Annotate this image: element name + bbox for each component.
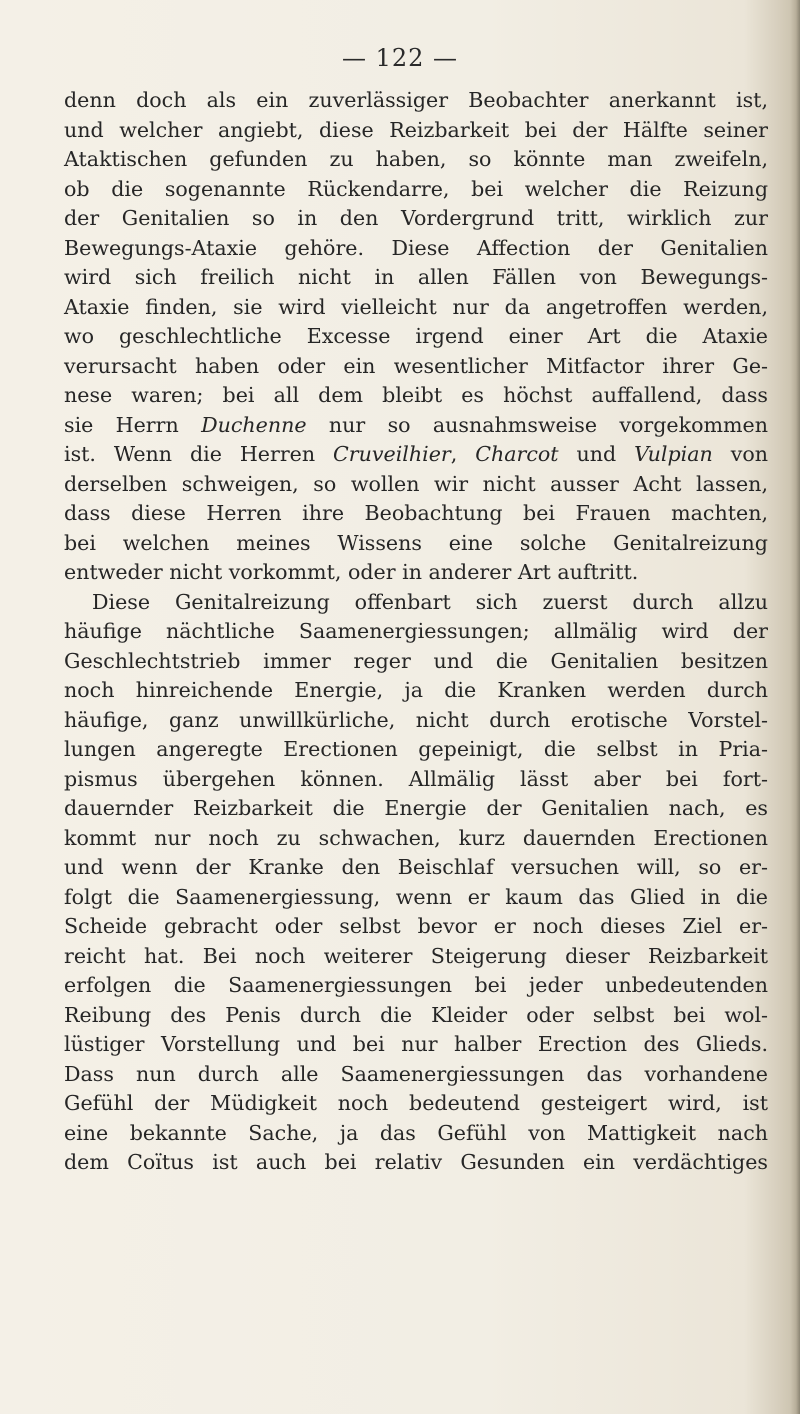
text-line bbox=[64, 499, 768, 529]
text-segment: ob die sogenannte Rückendarre, bei welcher die Reizung bbox=[64, 176, 768, 201]
text-line bbox=[64, 529, 768, 559]
text-line bbox=[64, 352, 768, 382]
text-segment: dauernder Reizbarkeit die Energie der Genitalien nach, es bbox=[64, 796, 768, 820]
text-line bbox=[64, 676, 768, 706]
text-segment: von bbox=[712, 442, 769, 466]
text-line bbox=[64, 293, 768, 323]
text-segment: erfolgen die Saamenergiessungen bei jeder unbedeutenden bbox=[64, 973, 768, 997]
text-line bbox=[64, 1030, 768, 1060]
text-segment: Ataxie finden, sie wird vielleicht nur da angetroffen werden, bbox=[64, 294, 768, 319]
text-segment: und wenn der Kranke den Beischlaf versuchen will, so er- bbox=[64, 855, 768, 879]
text-segment: wird sich freilich nicht in allen Fällen von Bewegungs- bbox=[64, 265, 768, 289]
text-line bbox=[64, 1148, 768, 1178]
text-segment: Dass nun durch alle Saamenergiessungen das vorhandene bbox=[64, 1061, 768, 1086]
text-segment: ist. Wenn die Herren bbox=[64, 442, 334, 466]
text-segment: Diese Genitalreizung offenbart sich zuerst durch allzu bbox=[92, 589, 768, 614]
text-line bbox=[64, 1060, 768, 1090]
text-segment: lüstiger Vorstellung und bei nur halber Erection des Glieds. bbox=[64, 1032, 768, 1056]
text-line bbox=[64, 440, 768, 470]
text-segment: , bbox=[450, 442, 476, 466]
text-segment: Bewegungs-Ataxie gehöre. Diese Affection der Genitalien bbox=[64, 235, 768, 260]
text-line bbox=[64, 145, 768, 175]
text-line bbox=[64, 647, 768, 677]
text-line bbox=[64, 1001, 768, 1031]
text-line bbox=[64, 381, 768, 411]
text-line bbox=[64, 853, 768, 883]
text-line bbox=[64, 765, 768, 795]
text-line bbox=[64, 263, 768, 293]
text-segment: nese waren; bei all dem bleibt es höchst auffallend, dass bbox=[64, 383, 768, 407]
text-segment: kommt nur noch zu schwachen, kurz dauernden Erectionen bbox=[64, 825, 768, 850]
text-line bbox=[64, 204, 768, 234]
text-segment: Geschlechtstrieb immer reger und die Genitalien besitzen bbox=[64, 648, 768, 673]
text-line bbox=[64, 735, 768, 765]
text-segment: denn doch als ein zuverlässiger Beobachter anerkannt ist, bbox=[64, 88, 768, 112]
text-segment: noch hinreichende Energie, ja die Kranken werden durch bbox=[64, 678, 768, 702]
italic-name: Duchenne bbox=[201, 412, 307, 437]
text-segment: lungen angeregte Erectionen gepeinigt, die selbst in Pria- bbox=[64, 737, 768, 761]
text-line bbox=[64, 411, 768, 441]
text-segment: Scheide gebracht oder selbst bevor er noch dieses Ziel er- bbox=[64, 914, 768, 938]
text-line bbox=[64, 558, 768, 588]
text-line bbox=[64, 794, 768, 824]
text-segment: reicht hat. Bei noch weiterer Steigerung dieser Reizbarkeit bbox=[64, 943, 768, 968]
text-line bbox=[64, 1089, 768, 1119]
text-segment: derselben schweigen, so wollen wir nicht ausser Acht lassen, bbox=[64, 471, 768, 496]
text-segment: wo geschlechtliche Excesse irgend einer Art die Ataxie bbox=[64, 324, 768, 348]
italic-name: Cruveilhier bbox=[333, 442, 451, 466]
text-line bbox=[64, 1119, 768, 1149]
text-line bbox=[64, 942, 768, 972]
text-line bbox=[64, 824, 768, 854]
text-line bbox=[64, 175, 768, 205]
text-segment: und bbox=[558, 442, 635, 466]
text-line bbox=[64, 883, 768, 913]
text-segment: Ataktischen gefunden zu haben, so könnte man zweifeln, bbox=[64, 147, 768, 171]
text-line bbox=[64, 971, 768, 1001]
text-line bbox=[64, 617, 768, 647]
text-segment: pismus übergehen können. Allmälig lässt aber bei fort- bbox=[64, 766, 768, 791]
text-line bbox=[64, 86, 768, 116]
text-segment: nur so ausnahmsweise vorgekommen bbox=[306, 412, 768, 437]
text-segment: Gefühl der Müdigkeit noch bedeutend gesteigert wird, ist bbox=[64, 1091, 768, 1115]
text-segment: der Genitalien so in den Vordergrund tritt, wirklich zur bbox=[64, 206, 768, 230]
text-segment: und welcher angiebt, diese Reizbarkeit bei der Hälfte seiner bbox=[64, 117, 768, 142]
text-segment: bei welchen meines Wissens eine solche Genitalreizung bbox=[64, 530, 768, 555]
body-text bbox=[64, 86, 768, 1178]
text-segment: häufige, ganz unwillkürliche, nicht durch erotische Vorstel- bbox=[64, 707, 768, 732]
italic-name: Vulpian bbox=[634, 442, 713, 466]
text-segment: eine bekannte Sache, ja das Gefühl von Mattigkeit nach bbox=[64, 1120, 768, 1145]
text-segment: verursacht haben oder ein wesentlicher Mitfactor ihrer Ge- bbox=[64, 353, 768, 378]
text-segment: dass diese Herren ihre Beobachtung bei Frauen machten, bbox=[64, 501, 768, 525]
text-line bbox=[64, 470, 768, 500]
text-line bbox=[64, 912, 768, 942]
text-segment: entweder nicht vorkommt, oder in anderer Art auftritt. bbox=[64, 560, 639, 584]
text-line bbox=[64, 706, 768, 736]
text-segment: sie Herrn bbox=[64, 412, 202, 437]
text-line bbox=[64, 322, 768, 352]
italic-name: Charcot bbox=[475, 442, 559, 466]
text-segment: dem Coïtus ist auch bei relativ Gesunden ein verdächtiges bbox=[64, 1150, 768, 1174]
text-segment: folgt die Saamenergiessung, wenn er kaum das Glied in die bbox=[64, 884, 768, 909]
page-edge-shadow bbox=[790, 0, 800, 1414]
text-segment: Reibung des Penis durch die Kleider oder selbst bei wol- bbox=[64, 1002, 768, 1027]
text-line bbox=[64, 588, 768, 618]
page-number: — 122 — bbox=[341, 44, 459, 72]
text-segment: häufige nächtliche Saamenergiessungen; allmälig wird der bbox=[64, 619, 768, 643]
text-line bbox=[64, 234, 768, 264]
text-line bbox=[64, 116, 768, 146]
